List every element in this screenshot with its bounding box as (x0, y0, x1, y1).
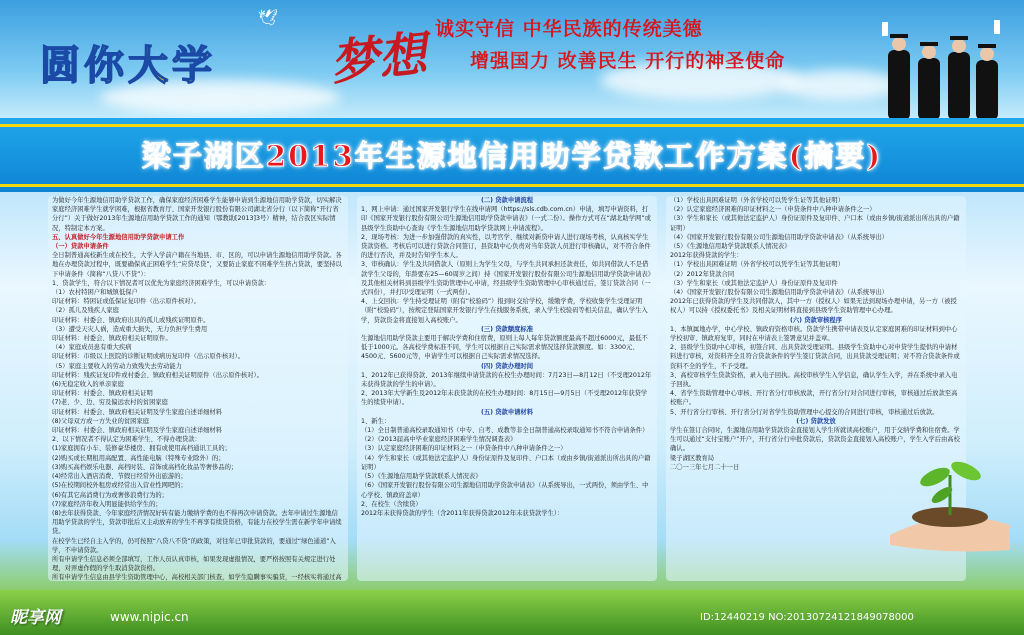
graduates-illustration (870, 20, 1010, 120)
paragraph: 5、开行省分行审核、开行省分行对省学生资助管理中心提交的合同进行审核，审核通过后放款。 (670, 408, 939, 416)
paragraph: （4）《国家开发银行股份有限公司生源地信用助学贷款申请表》（从系统导出） (670, 289, 889, 297)
paragraph: 印证材料：村委会、镇政府相关证明及学生家庭自述详细材料 (52, 408, 223, 416)
text-column-1 (48, 196, 348, 581)
section-heading: (五) 贷款申请材料 (480, 408, 534, 416)
paragraph: 在校学生已经自主入学的，仍可按照“八贷八不贷”的政策，对往年已审批贷款的，要通过“绿色通道”入学，不申请贷款。 (52, 537, 336, 554)
paragraph: 1、本镇属地办学，中心学校、镇政府资格审核。贷款学生携带申请表及认定家庭困难的印证材料到中心学校初审、镇政府复审，同时在申请表上签署意见并盖章。 (670, 325, 958, 343)
paragraph: 2、现场考核：为进一步加强借款的真实性，以考官学、继续对新贷申请人进行现场考核，认真核实学生贷款资格。考核后可以进行贷款合同签订，县资助中心负责对当年贷款人员进行审核确认，对不符合条件的进行否决，并及时告知学生本人。 (361, 233, 651, 260)
section-heading: (四) 贷款办理时间 (480, 362, 534, 370)
watermark-id: ID:12440219 NO:20130724121849078000 (700, 612, 914, 623)
paragraph: (5)在校期间校外租房或经常出入营业性网吧的； (52, 482, 187, 490)
paragraph: （4）《国家开发银行股份有限公司生源地信用助学贷款申请表》（从系统导出） (670, 233, 889, 241)
paragraph: 1、2012年已获得贷款、2013年继续申请贷款的在校生办理时间：7月23日—8月12日（不受理2012年未获得贷款的学生的申请）。 (361, 371, 652, 389)
logo-text: 圆你大学 (40, 42, 216, 89)
paragraph: 4、省学生资助管理中心审核、开行省分行审核放款，开行省分行对合同进行审核，审核通过后放款至高校账户。 (670, 390, 958, 407)
slogan-line-2: 增强国力 改善民生 开行的神圣使命 (470, 50, 786, 72)
seedling-in-hand-illustration (880, 445, 1020, 555)
paragraph: (1)家庭拥有小车、装修豪华楼房、拥有或使用高档通讯工具的； (52, 445, 231, 453)
section-heading: (七) 贷款发放 (796, 417, 836, 425)
title-stripe (0, 184, 1024, 187)
paragraph: （1）全日制普通高校录取通知书（中专、自考、成教等非全日制普通高校录取通知书不符合申请条件） (361, 427, 649, 435)
paragraph: (7)家庭经济年收入明显能供给学生的； (52, 500, 162, 508)
dove-icon: 🕊 (258, 8, 279, 27)
section-heading: (六) 贷款审核程序 (789, 316, 843, 324)
paragraph: 2、在校生（含续贷） (361, 500, 422, 508)
paragraph: 二〇一三年七月二十一日 (670, 463, 740, 471)
watermark-url: www.nipic.cn (110, 610, 189, 624)
paragraph: 印证材料：村委会、镇政府相关证明及学生家庭自述详细材料 (52, 427, 223, 435)
paragraph: 梁子湖区教育局 (670, 454, 715, 462)
paragraph: (4)经常出入酒店消费、节假日经常外出旅游的； (52, 473, 187, 481)
paragraph: 2012年未获得贷款的学生（含2011年获得贷款2012年未获贷款学生）： (361, 509, 564, 517)
paragraph: 印证材料：残疾证复印件或村委会、镇政府相关证明原件（出示原件核对）。 (52, 371, 263, 379)
paragraph: （3）认定家庭经济困难的印证材料之一（申贷条件中八种申请条件之一） (361, 445, 567, 453)
paragraph: （1）学校出具困难证明（外省学校可以凭学生证等其他证明） (670, 261, 845, 269)
paragraph: （3）学生和家长（或其他法定监护人）身份证原件及复印件、户口本（或由乡镇/街道派出所出具的户籍证明） (670, 215, 960, 232)
page-title: 梁子湖区2013年生源地信用助学贷款工作方案(摘要) (141, 139, 883, 173)
paragraph: (2)购买或长期租用高配置、高性能电脑（特殊专业除外）的； (52, 454, 225, 462)
paragraph: （4）家庭成员患有重大疾病 (52, 344, 132, 352)
section-heading: 五、认真做好今年生源地信用助学贷款申请工作 (52, 233, 185, 241)
dream-calligraphy: 梦想 (327, 26, 430, 92)
paragraph: （6）《国家开发银行股份有限公司生源地信用助学贷款申请表》（从系统导出，一式两份，须由学生、中心学校、镇政府盖章） (361, 482, 649, 499)
paragraph: 2012年获得贷款的学生： (670, 252, 743, 260)
paragraph: 学生在签订合同时，生源地信用助学贷款资金直接划入学生所就读高校账户，用于交纳学费和住宿费。学生可以通过“支付宝账户”开户，开行省分行申批贷款后，贷款资金直接划入高校账户，学生入学后由高校确认。 (670, 427, 960, 453)
paragraph: 印证材料：村委会、镇政府出具的孤儿或残疾证明原件。 (52, 316, 210, 324)
title-stripe (0, 124, 1024, 127)
paragraph: 为做好今年生源地信用助学贷款工作，确保家庭经济困难学生能够申请到生源地信用助学贷款，切实解决家庭经济困难学生就学困难，根据省教育厅、国家开发银行股份有限公司湖北省分行（以下简称“开行省分行”）关于做好2013年生源地信用助学贷款工作的通知（鄂教助[2013]3号）精神，结合我区实际情况，特制定本方案。 (52, 197, 342, 232)
paragraph: 印证材料：特困证或低保证复印件（出示原件核对）。 (52, 298, 200, 306)
paragraph: 3、高校审核学生贷款资格，录入电子回执。高校审核学生入学信息，确认学生入学，并在系统中录入电子回执。 (670, 371, 958, 389)
paragraph: 1、网上申请：通过国家开发银行学生在线申请网（https://sls.cdb.com.cn）申请，填写申请资料，打印《国家开发银行股份有限公司生源地信用助学贷款申请表》（一式二份）。操作方式可在“湖北助学网”或县级学生资助中心查询《学生生源地信用助学贷款网上申请流程》。 (361, 206, 651, 232)
paragraph: (3)购买高档娱乐电器、高档时装、首饰或高档化妆品等奢侈品的； (52, 463, 238, 471)
paragraph: （5）《生源地信用助学贷款联系人情况表》 (670, 243, 791, 251)
paragraph: （5）《生源地信用助学贷款联系人情况表》 (361, 473, 482, 481)
paragraph: （1）学校出具困难证明（外省学校可以凭学生证等其他证明） (670, 197, 845, 204)
paragraph: 4、上交回执：学生持受理证明（附有“校验码”）报到时交给学校，缓缴学费，学校收集学生受理证明（附“校验码”），按规定登陆国家开发银行学生在线服务系统，录入学生校验码等相关信息，确认学生入学，贷款资金将直接划入高校账户。 (361, 298, 648, 324)
paragraph: 所有申请学生信息由县学生资助管理中心，高校相关部门核查，如学生隐瞒事实骗贷，一经核实将通过高 (52, 574, 342, 581)
paragraph: 印证材料：村委会、镇政府相关证明 (52, 390, 153, 398)
paragraph: 2012年已获得贷款的学生及共同借款人，其中一方（授权人）如果无法到现场办理申请，另一方（被授权人）可以持《授权委托书》及相关证明材料直接到县级学生资助管理中心办理。 (670, 298, 957, 315)
paragraph: 生源地信用助学贷款主要用于解决学费和住宿费，原则上每人每年贷款额度最高不超过6000元，最低不低于1000元。各高校学费标准不同，学生可以根据自己实际需求情况选择贷款额度。如：3300元、4500元、5600元等，申请学生可以根据自己实际需求情况选择。 (361, 335, 648, 361)
paragraph: （2）认定家庭经济困难的印证材料之一（申贷条件中八种申请条件之一） (670, 206, 876, 214)
paragraph: （2）2012年贷款合同 (670, 270, 735, 278)
paragraph: 3、审核确认：学生及共同借款人（原则上为学生父母，与学生共同承担还款责任，如共同借款人不是借款学生父母的，年龄要在25—60周岁之间）持《国家开发银行股份有限公司生源地信用助学贷款申请表》及其他相关材料到县级学生资助管理中心申请，经县级学生资助管理中心审核通过后，签订贷款合同（一式四份），并打印受理证明（一式两份）。 (361, 261, 651, 297)
text-column-2 (357, 196, 657, 581)
section-heading: (二) 贷款申请流程 (480, 197, 534, 204)
watermark-logo: 昵享网 (10, 608, 61, 628)
paragraph: （3）学生和家长（或其他法定监护人）身份证原件及复印件 (670, 279, 838, 287)
paragraph: （2）《2013届高中毕业家庭经济困难学生情况调查表》 (361, 436, 517, 444)
paragraph: （2）孤儿及残疾人家庭 (52, 307, 119, 315)
paragraph: （4）学生和家长（或其他法定监护人）身份证原件及复印件、户口本（或由乡镇/街道派出所出具的户籍证明） (361, 454, 651, 471)
section-heading: (三) 贷款额度标准 (480, 325, 534, 333)
paragraph: (8)父母双方或一方失业的贫困家庭 (52, 417, 150, 425)
paragraph: （5）家庭主要收入的劳动力致残失去劳动能力 (52, 362, 182, 370)
paragraph: 印证材料：市级以上医院的诊断证明或病历复印件（出示原件核对）。 (52, 353, 245, 361)
paragraph: (8)去年获得贷款、今年家庭经济情况好转有能力缴纳学费的也不得再次申请贷款。去年申请过生源地信用助学贷款的学生，贷款审批后又主动放弃的学生不再享有续贷资格，有能力在校学生需在新学年申请续贷。 (52, 509, 342, 536)
paragraph: （1）农村特困户和城镇低保户 (52, 289, 138, 297)
paragraph: (7)老、少、边、穷及偏远农村的贫困家庭 (52, 399, 168, 407)
paragraph: 所有申请学生信息必须全部填写，工作人员认真审核，如果发现虚报情况，要严格按照有关规定进行处理，对弄虚作假的学生取消贷款资格。 (52, 555, 336, 573)
slogan-line-1: 诚实守信 中华民族的传统美德 (435, 18, 703, 40)
paragraph: (6)无稳定收入的单亲家庭 (52, 381, 124, 389)
paragraph: 2、以下情况者不得认定为困难学生、不得办理贷款： (52, 436, 201, 444)
paragraph: (6)有其它高消费行为或奢侈浪费行为的； (52, 491, 168, 499)
paragraph: 印证材料：村委会、镇政府相关证明原件。 (52, 335, 172, 343)
paragraph: 1、新生： (361, 417, 391, 425)
paragraph: 2、2013年大学新生及2012年未获贷款的在校生办理时间：8月15日—9月5日（不受理2012年获贷学生的续贷申请）。 (361, 390, 648, 407)
paragraph: 1、贷款学生，符合以下情况者可以优先为家庭经济困难学生，可以申请贷款： (52, 279, 271, 287)
section-heading: （一）贷款申请条件 (52, 243, 109, 251)
paragraph: 全日制普通高校新生或在校生，大学入学前户籍在当地县、市、区的，可以申请生源地信用助学贷款。各地在办理贷款过程中，既要确保真正困难学生“应贷尽贷”，又要防止家庭不困难学生挤占贷款，要坚持以下申请条件（简称“八贷八不贷”）： (52, 252, 342, 278)
paragraph: （3）遭受天灾人祸，造成重大损失，无力负担学生费用 (52, 325, 208, 333)
paragraph: 2、县级学生资助中心审核，初签合同、出具贷款受理证明。县级学生资助中心对申贷学生提供的申请材料进行审核，对资料齐全且符合贷款条件的学生签订贷款合同，出具贷款受理证明；对不符合贷款条件或资料不全的学生，不予受理。 (670, 344, 960, 370)
